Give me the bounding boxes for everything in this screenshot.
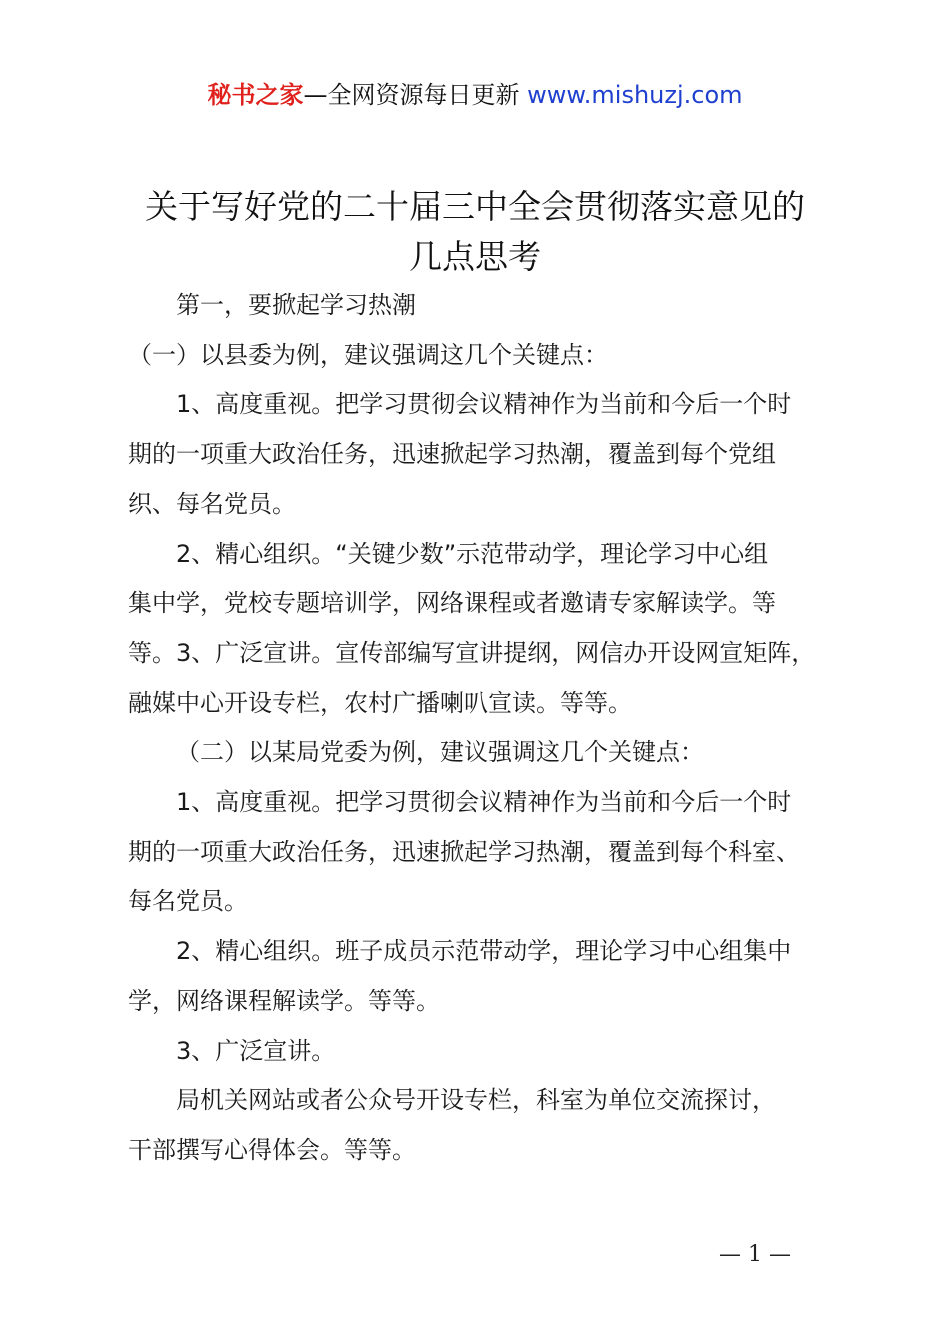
title-line-1: 关于写好党的二十届三中全会贯彻落实意见的: [145, 187, 805, 226]
subsection-heading-1: [128, 331, 838, 381]
text-line: 期的一项重大政治任务，迅速掀起学习热潮，覆盖到每个科室、: [128, 837, 800, 866]
text-line: 第一，要掀起学习热潮: [176, 291, 416, 319]
paragraph: [128, 778, 838, 927]
text-line: 等。3、广泛宣讲。宣传部编写宣讲提纲，网信办开设网宣矩阵，: [128, 638, 816, 667]
text-line: 局机关网站或者公众号开设专栏，科室为单位交流探讨，: [176, 1086, 776, 1115]
text-line: 2、精心组织。“关键少数”示范带动学，理论学习中心组: [176, 539, 769, 568]
paragraph: [128, 530, 838, 729]
document-title: [100, 182, 850, 282]
text-line: 1、高度重视。把学习贯彻会议精神作为当前和今后一个时: [176, 390, 792, 419]
site-url-link[interactable]: www.mishuzj.com: [527, 81, 743, 109]
paragraph: [128, 1076, 838, 1175]
paragraph: [128, 1027, 838, 1077]
title-line-2: 几点思考: [409, 237, 541, 276]
text-line: 每名党员。: [128, 887, 248, 916]
text-line: 干部撰写心得体会。等等。: [128, 1135, 416, 1164]
text-line: （二）以某局党委为例，建议强调这几个关键点：: [176, 738, 704, 767]
header-tagline: —全网资源每日更新: [303, 81, 520, 109]
document-body: [128, 281, 838, 1176]
text-line: 集中学，党校专题培训学，网络课程或者邀请专家解读学。等: [128, 589, 776, 618]
page-number: — 1 —: [719, 1242, 791, 1267]
text-line: 织、每名党员。: [128, 489, 296, 518]
section-heading-1: [128, 281, 838, 331]
site-header: [0, 78, 950, 112]
subsection-heading-2: [128, 728, 838, 778]
paragraph: [128, 927, 838, 1026]
text-line: 融媒中心开设专栏，农村广播喇叭宣读。等等。: [128, 688, 632, 717]
text-line: （一）以县委为例，建议强调这几个关键点：: [128, 340, 608, 369]
text-line: 1、高度重视。把学习贯彻会议精神作为当前和今后一个时: [176, 788, 792, 817]
text-line: 2、精心组织。班子成员示范带动学，理论学习中心组集中: [176, 937, 792, 966]
text-line: 学，网络课程解读学。等等。: [128, 986, 440, 1015]
text-line: 期的一项重大政治任务，迅速掀起学习热潮，覆盖到每个党组: [128, 440, 776, 469]
paragraph: [128, 380, 838, 529]
brand-name: 秘书之家: [207, 81, 304, 109]
text-line: 3、广泛宣讲。: [176, 1036, 336, 1065]
